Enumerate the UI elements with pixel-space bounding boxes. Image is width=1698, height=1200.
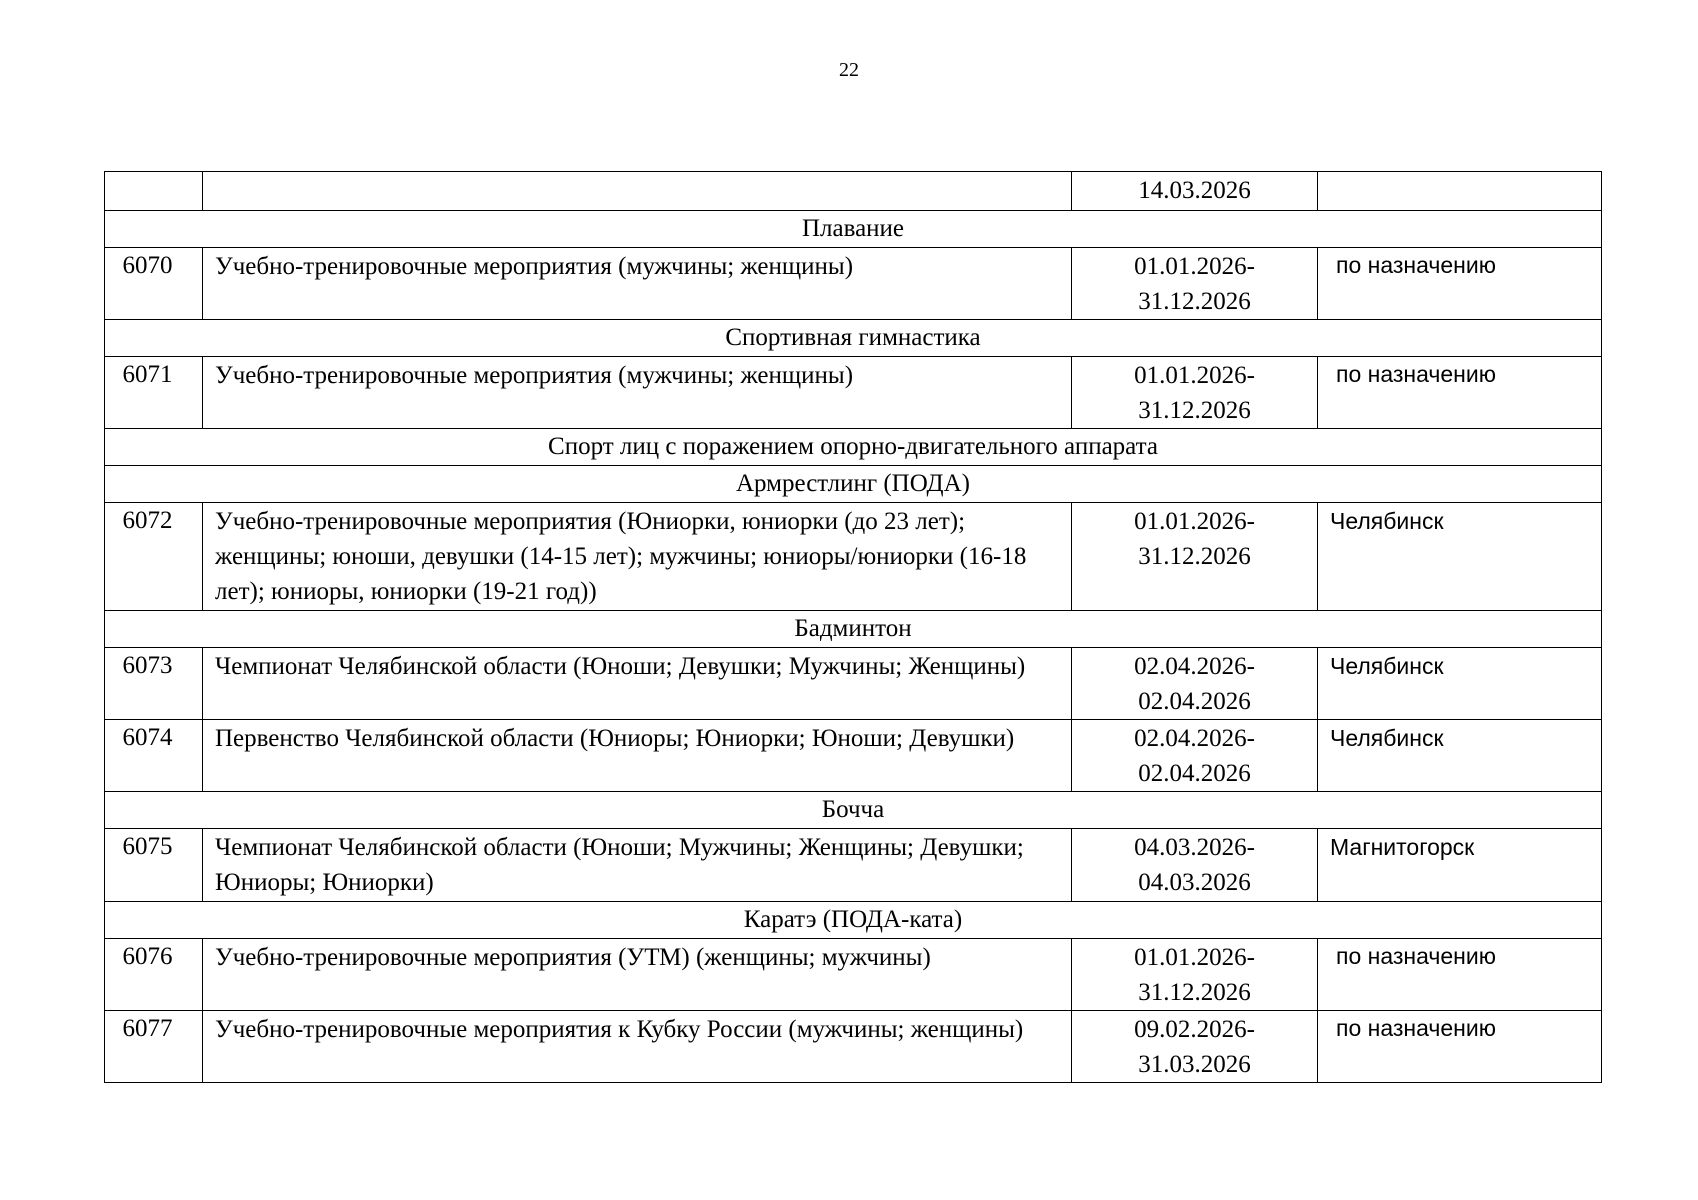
cell-number: 6073 (105, 648, 203, 720)
table-row (105, 357, 1602, 429)
section-row (105, 611, 1602, 648)
table-row-continuation (105, 172, 1602, 211)
section-row (105, 902, 1602, 939)
section-row (105, 429, 1602, 466)
section-title: Спорт лиц с поражением опорно-двигательного аппарата (105, 429, 1602, 466)
cell-place: Магнитогорск (1318, 829, 1602, 902)
table-row (105, 720, 1602, 792)
section-title: Бадминтон (105, 611, 1602, 648)
cell-date (1072, 357, 1318, 429)
date-end: 31.03.2026 (1138, 1051, 1251, 1078)
section-title: Плавание (105, 211, 1602, 248)
cell-place: Челябинск (1318, 648, 1602, 720)
section-title: Спортивная гимнастика (105, 320, 1602, 357)
date-start: 09.02.2026- (1134, 1016, 1255, 1043)
cell-date (1072, 939, 1318, 1011)
section-row (105, 211, 1602, 248)
section-row (105, 466, 1602, 503)
cell-date: 14.03.2026 (1072, 172, 1318, 211)
section-title: Каратэ (ПОДА-ката) (105, 902, 1602, 939)
cell-name (203, 172, 1072, 211)
date-end: 31.12.2026 (1138, 543, 1251, 570)
cell-name: Учебно-тренировочные мероприятия (мужчины; женщины) (203, 248, 1072, 320)
cell-date (1072, 248, 1318, 320)
cell-place: по назначению (1318, 939, 1602, 1011)
date-end: 02.04.2026 (1138, 760, 1251, 787)
section-title: Бочча (105, 792, 1602, 829)
cell-name: Учебно-тренировочные мероприятия (мужчины; женщины) (203, 357, 1072, 429)
cell-date (1072, 503, 1318, 611)
date-start: 01.01.2026- (1134, 508, 1255, 535)
cell-name: Учебно-тренировочные мероприятия к Кубку России (мужчины; женщины) (203, 1011, 1072, 1083)
cell-number: 6075 (105, 829, 203, 902)
cell-number: 6077 (105, 1011, 203, 1083)
cell-place: Челябинск (1318, 503, 1602, 611)
date-end: 31.12.2026 (1138, 288, 1251, 315)
section-row (105, 792, 1602, 829)
events-table (104, 171, 1602, 1083)
cell-number: 6072 (105, 503, 203, 611)
cell-date (1072, 720, 1318, 792)
cell-date (1072, 829, 1318, 902)
date-start: 02.04.2026- (1134, 653, 1255, 680)
date-start: 04.03.2026- (1134, 834, 1255, 861)
table-row (105, 648, 1602, 720)
date-start: 01.01.2026- (1134, 253, 1255, 280)
cell-date (1072, 1011, 1318, 1083)
cell-place: по назначению (1318, 248, 1602, 320)
date-end: 04.03.2026 (1138, 869, 1251, 896)
table-row (105, 248, 1602, 320)
table-row (105, 503, 1602, 611)
cell-number: 6071 (105, 357, 203, 429)
cell-number: 6070 (105, 248, 203, 320)
table-row (105, 829, 1602, 902)
cell-number: 6076 (105, 939, 203, 1011)
date-end: 31.12.2026 (1138, 397, 1251, 424)
cell-number: 6074 (105, 720, 203, 792)
cell-name: Учебно-тренировочные мероприятия (УТМ) (женщины; мужчины) (203, 939, 1072, 1011)
cell-name: Чемпионат Челябинской области (Юноши; Мужчины; Женщины; Девушки; Юниоры; Юниорки) (203, 829, 1072, 902)
date-end: 02.04.2026 (1138, 688, 1251, 715)
cell-place (1318, 172, 1602, 211)
date-end: 31.12.2026 (1138, 979, 1251, 1006)
section-title: Армрестлинг (ПОДА) (105, 466, 1602, 503)
cell-name: Первенство Челябинской области (Юниоры; Юниорки; Юноши; Девушки) (203, 720, 1072, 792)
cell-name: Чемпионат Челябинской области (Юноши; Девушки; Мужчины; Женщины) (203, 648, 1072, 720)
cell-place: по назначению (1318, 357, 1602, 429)
cell-place: Челябинск (1318, 720, 1602, 792)
table-row (105, 939, 1602, 1011)
section-row (105, 320, 1602, 357)
page-number: 22 (839, 59, 859, 81)
cell-date (1072, 648, 1318, 720)
table-row (105, 1011, 1602, 1083)
cell-number (105, 172, 203, 211)
cell-place: по назначению (1318, 1011, 1602, 1083)
cell-name: Учебно-тренировочные мероприятия (Юниорки, юниорки (до 23 лет); женщины; юноши, девушки (14-15 лет); мужчины; юниоры/юниорки (16-18 лет); юниоры, юниорки (19-21 год)) (203, 503, 1072, 611)
date-start: 02.04.2026- (1134, 725, 1255, 752)
date-start: 01.01.2026- (1134, 362, 1255, 389)
date-start: 01.01.2026- (1134, 944, 1255, 971)
